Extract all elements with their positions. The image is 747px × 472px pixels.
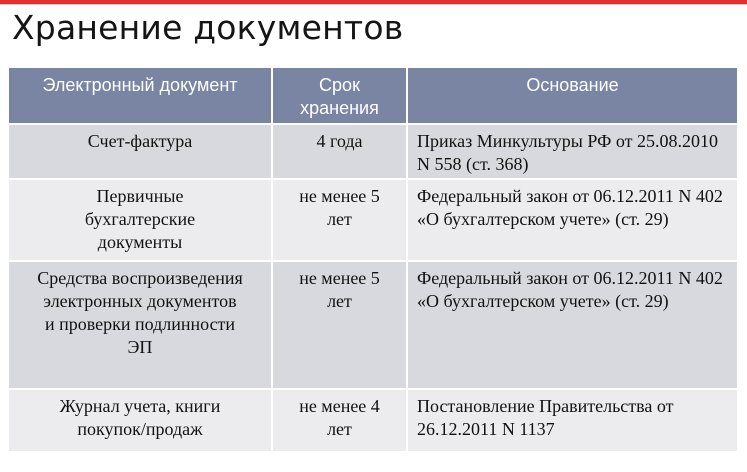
cell-document: Первичные бухгалтерские документы (9, 179, 272, 261)
table-row (9, 389, 737, 452)
page-title: Хранение документов (12, 8, 404, 47)
cell-basis: Федеральный закон от 06.12.2011 N 402 «О бухгалтерском учете» (ст. 29) (407, 261, 737, 389)
cell-basis: Постановление Правительства от 26.12.2011 N 1137 (407, 389, 737, 452)
cell-term: не менее 4 лет (272, 389, 407, 452)
cell-document: Счет-фактура (9, 124, 272, 179)
cell-document: Средства воспроизведения электронных документов и проверки подлинности ЭП (9, 261, 272, 389)
top-divider-line (0, 4, 747, 5)
table-row (9, 124, 737, 179)
storage-table (9, 68, 737, 453)
cell-document: Журнал учета, книги покупок/продаж (9, 389, 272, 452)
table-header-row (9, 68, 737, 124)
table-row (9, 261, 737, 389)
cell-basis: Приказ Минкультуры РФ от 25.08.2010 N 558 (ст. 368) (407, 124, 737, 179)
header-term: Срок хранения (272, 68, 407, 124)
cell-term: 4 года (272, 124, 407, 179)
header-document: Электронный документ (9, 68, 272, 124)
table-row (9, 179, 737, 261)
cell-term: не менее 5 лет (272, 261, 407, 389)
header-basis: Основание (407, 68, 737, 124)
cell-term: не менее 5 лет (272, 179, 407, 261)
cell-basis: Федеральный закон от 06.12.2011 N 402 «О бухгалтерском учете» (ст. 29) (407, 179, 737, 261)
